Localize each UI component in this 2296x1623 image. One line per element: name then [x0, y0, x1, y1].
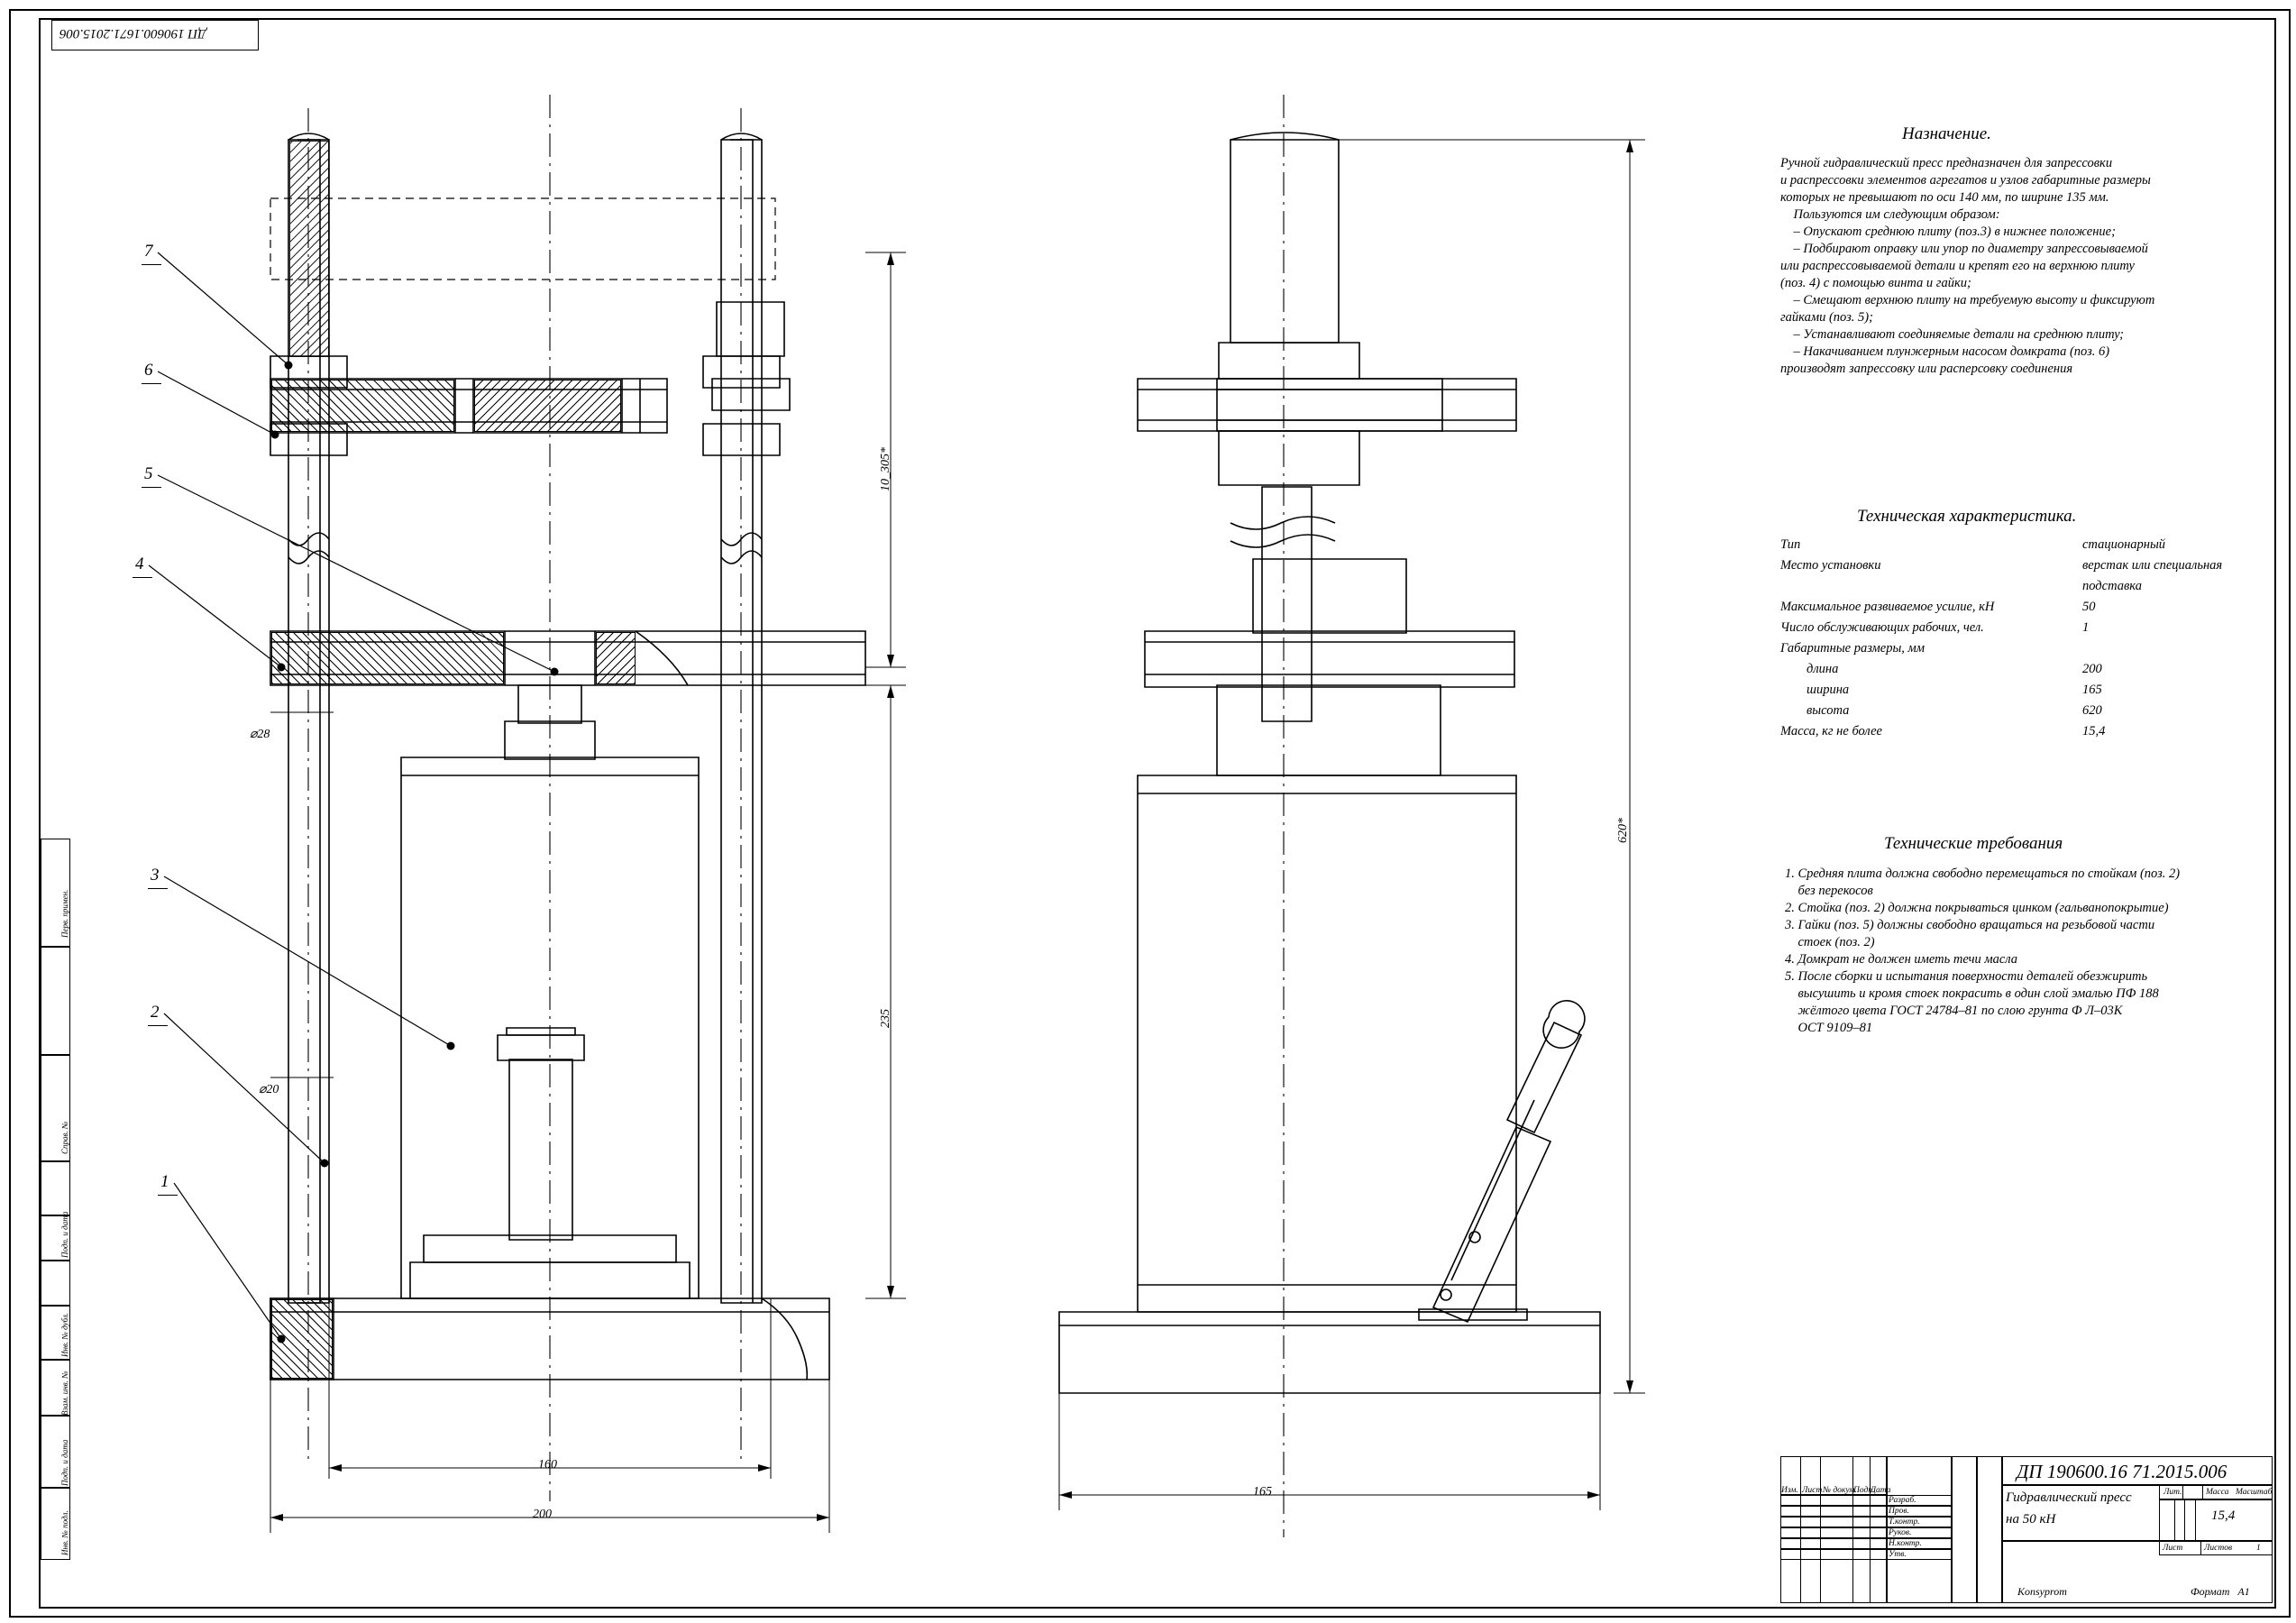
requirement-line: высушить и кромя стоек покрасить в один слой эмалью ПФ 188 [1785, 986, 2159, 1001]
callout-underline [148, 1025, 168, 1026]
title-block-name-1: Гидравлический пресс [2006, 1490, 2132, 1505]
purpose-line: и распрессовки элементов агрегатов и узлов габаритные размеры [1780, 173, 2151, 188]
dim-160: 160 [538, 1458, 557, 1472]
requirement-line: жёлтого цвета ГОСТ 24784–81 по слою грунта Ф Л–03К [1785, 1004, 2123, 1018]
callout-5: 5 [144, 464, 153, 483]
dim-d20: ⌀20 [259, 1083, 279, 1096]
left-margin-stamp [41, 839, 70, 1560]
purpose-body [1780, 155, 2267, 378]
mass-label: Масса [2206, 1488, 2229, 1497]
sheets-value: 1 [2256, 1544, 2261, 1553]
spec-name: Максимальное развиваемое усилие, кН [1780, 600, 1995, 614]
left-margin-label-4: Взам. инв. № [60, 1371, 69, 1416]
spec-name: длина [1780, 662, 1839, 676]
consultant-label: Konsyprom [2017, 1585, 2067, 1598]
purpose-heading: Назначение. [1902, 124, 1991, 143]
spec-name: Число обслуживающих рабочих, чел. [1780, 620, 1984, 635]
dim-620: 620* [1616, 818, 1630, 843]
spec-value: 620 [2082, 703, 2102, 718]
callout-underline [158, 1195, 178, 1196]
callout-underline [142, 264, 161, 265]
requirement-line: стоек (поз. 2) [1785, 935, 1875, 949]
spec-value: подставка [2082, 579, 2142, 593]
row-prov: Пров. [1889, 1507, 1909, 1516]
callout-underline [148, 888, 168, 889]
callout-4: 4 [135, 555, 144, 573]
spec-value: 1 [2082, 620, 2090, 635]
scale-label: Масштаб [2236, 1488, 2273, 1497]
left-margin-label-3: Инв. № дубл. [60, 1312, 69, 1357]
purpose-line: или распрессовываемой детали и крепят его на верхнюю плиту [1780, 259, 2135, 273]
callout-6: 6 [144, 361, 153, 380]
sheets-label: Листов [2204, 1544, 2233, 1553]
requirement-line: 2. Стойка (поз. 2) должна покрываться цинком (гальванопокрытие) [1785, 901, 2169, 915]
spec-row [1780, 619, 2272, 640]
callout-2: 2 [151, 1003, 160, 1022]
requirements-body [1785, 866, 2276, 1037]
sheet-label: Лист [2163, 1544, 2183, 1553]
dim-165: 165 [1253, 1485, 1272, 1499]
spec-row [1780, 661, 2272, 682]
inverted-code-box [51, 20, 259, 50]
requirement-line: без перекосов [1785, 884, 1873, 898]
specs-table [1780, 536, 2272, 744]
spec-name: Тип [1780, 537, 1801, 552]
spec-row [1780, 557, 2272, 578]
dim-200: 200 [533, 1508, 552, 1521]
purpose-line: (поз. 4) с помощью винта и гайки; [1780, 276, 1971, 290]
callout-3: 3 [151, 866, 160, 885]
spec-name: Масса, кг не более [1780, 724, 1882, 738]
spec-value: 200 [2082, 662, 2102, 676]
callout-underline [142, 383, 161, 384]
spec-row [1780, 536, 2272, 557]
requirement-line: 4. Домкрат не должен иметь течи масла [1785, 952, 2018, 967]
requirement-line: 1. Средняя плита должна свободно перемещаться по стойкам (поз. 2) [1785, 867, 2181, 881]
spec-name: Габаритные размеры, мм [1780, 641, 1926, 656]
mass-value: 15,4 [2211, 1508, 2236, 1523]
specs-heading: Техническая характеристика. [1857, 507, 2077, 526]
row-tkontr: Т.контр. [1889, 1518, 1920, 1527]
left-margin-label-0: Перв. примен. [60, 889, 69, 938]
row-utv: Утв. [1889, 1550, 1907, 1559]
spec-value: верстак или специальная [2082, 558, 2223, 573]
col-docum: № докум. [1823, 1486, 1857, 1495]
hatch-middle-plate-right [596, 632, 636, 684]
col-list: Лист [1802, 1486, 1823, 1495]
purpose-line: – Накачиванием плунжерным насосом домкрата (поз. 6) [1780, 344, 2110, 359]
col-izm: Изм. [1781, 1486, 1798, 1495]
row-rukov: Руков. [1889, 1528, 1912, 1537]
purpose-line: Ручной гидравлический пресс предназначен для запрессовки [1780, 156, 2113, 170]
dim-235: 235 [879, 1009, 892, 1028]
spec-row [1780, 578, 2272, 599]
purpose-line: Пользуются им следующим образом: [1780, 207, 2000, 222]
callout-underline [133, 577, 152, 578]
spec-value: 50 [2082, 600, 2096, 614]
format-label: Формат А1 [2191, 1585, 2250, 1598]
callout-7: 7 [144, 242, 153, 261]
requirements-heading: Технические требования [1884, 834, 2063, 853]
hatch-base-left [271, 1299, 333, 1379]
purpose-line: производят запрессовку или расперсовку соединения [1780, 362, 2073, 376]
purpose-line: – Устанавливают соединяемые детали на среднюю плиту; [1780, 327, 2124, 342]
callout-1: 1 [160, 1172, 169, 1191]
hatch-upper-plate-left [271, 380, 454, 432]
spec-name: высота [1780, 703, 1850, 718]
title-block [1780, 1456, 2273, 1603]
left-margin-label-6: Инв. № подл. [60, 1510, 69, 1555]
purpose-line: которых не превышают по оси 140 мм, по ширине 135 мм. [1780, 190, 2109, 205]
inverted-code-text: ДП 190600.1671.2015.006 [59, 26, 206, 41]
spec-value: 165 [2082, 683, 2102, 697]
dim-10305: 10_305* [879, 447, 892, 491]
spec-row [1780, 682, 2272, 702]
spec-row [1780, 723, 2272, 744]
spec-row [1780, 599, 2272, 619]
spec-name: ширина [1780, 683, 1850, 697]
purpose-line: – Подбирают оправку или упор по диаметру запрессовываемой [1780, 242, 2148, 256]
callout-underline [142, 487, 161, 488]
spec-row [1780, 640, 2272, 661]
row-razrab: Разраб. [1889, 1496, 1916, 1505]
purpose-line: гайками (поз. 5); [1780, 310, 1873, 325]
hatch-left-column-top [289, 141, 329, 357]
col-podp: Подп. [1853, 1486, 1875, 1495]
purpose-line: – Смещают верхнюю плиту на требуемую высоту и фиксируют [1780, 293, 2155, 307]
col-data: Дата [1871, 1486, 1891, 1495]
left-margin-label-2: Подп. и дата [60, 1211, 69, 1258]
dim-d28: ⌀28 [250, 728, 270, 741]
hatch-upper-plate-right [474, 380, 621, 432]
spec-row [1780, 702, 2272, 723]
left-margin-label-5: Подп. и дата [60, 1439, 69, 1486]
hatch-middle-plate-left [271, 632, 504, 684]
requirement-line: ОСТ 9109–81 [1785, 1021, 1873, 1035]
spec-value: 15,4 [2082, 724, 2106, 738]
title-block-name-2: на 50 кН [2006, 1512, 2056, 1527]
row-nkontr: Н.контр. [1889, 1539, 1922, 1548]
purpose-line: – Опускают среднюю плиту (поз.3) в нижнее положение; [1780, 225, 2116, 239]
spec-name: Место установки [1780, 558, 1881, 573]
requirement-line: 3. Гайки (поз. 5) должны свободно вращаться на резьбовой части [1785, 918, 2155, 932]
lit-label: Лит. [2163, 1488, 2182, 1497]
left-margin-label-1: Справ. № [60, 1121, 69, 1154]
requirement-line: 5. После сборки и испытания поверхности деталей обезжирить [1785, 969, 2148, 984]
spec-value: стационарный [2082, 537, 2166, 552]
title-block-code: ДП 190600.16 71.2015.006 [2017, 1461, 2227, 1482]
